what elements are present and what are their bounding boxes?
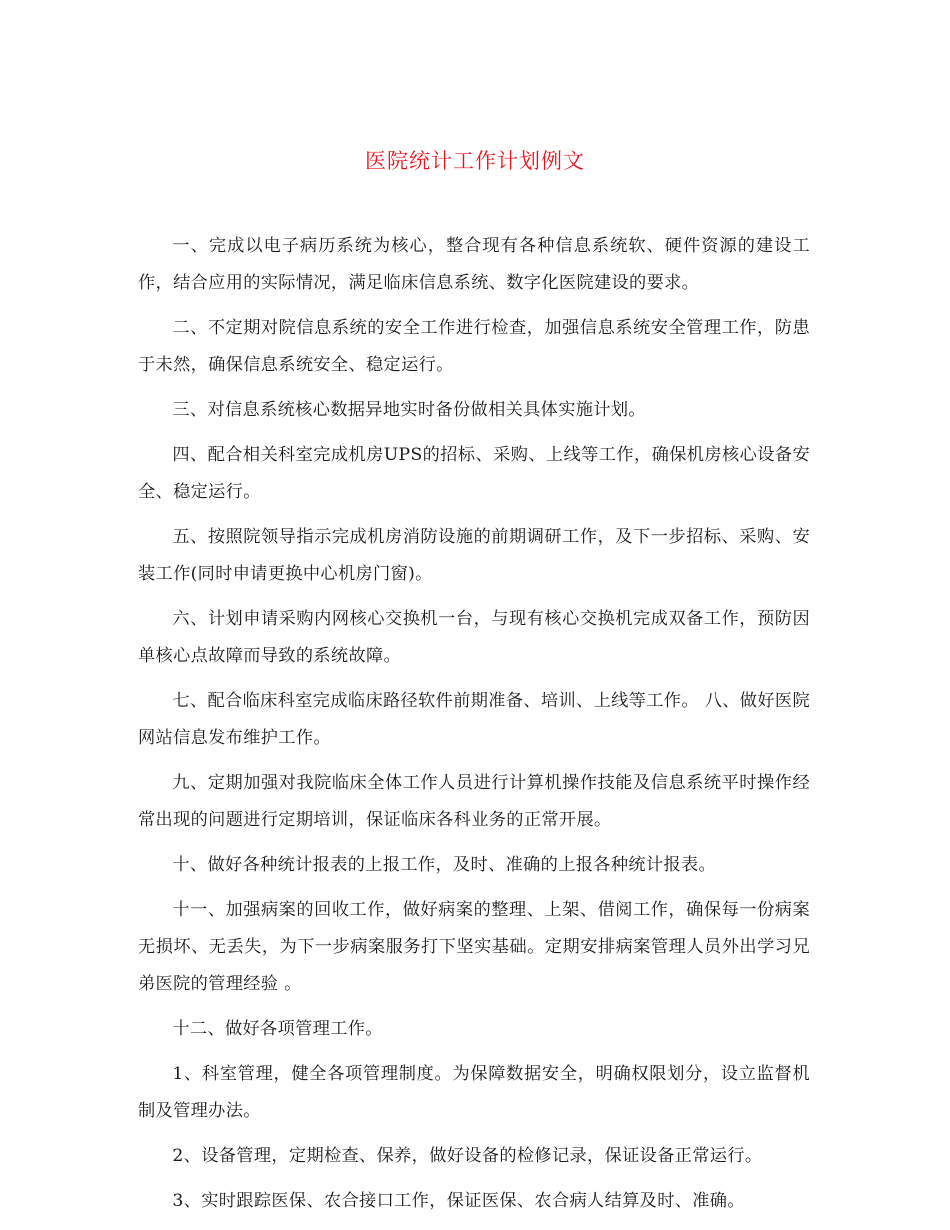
- paragraph-7: 七、配合临床科室完成临床路径软件前期准备、培训、上线等工作。 八、做好医院网站信息发布维护工作。: [138, 691, 810, 748]
- paragraph-11: 十二、做好各项管理工作。: [172, 1019, 383, 1039]
- paragraph-6: 六、计划申请采购内网核心交换机一台，与现有核心交换机完成双备工作，预防因单核心点故障而导致的系统故障。: [138, 609, 810, 666]
- paragraph-3: 三、对信息系统核心数据异地实时备份做相关具体实施计划。: [172, 400, 646, 420]
- document-title: 医院统计工作计划例文: [365, 149, 585, 173]
- paragraph-14: 3、实时跟踪医保、农合接口工作，保证医保、农合病人结算及时、准确。: [172, 1191, 745, 1211]
- paragraph-4: 四、配合相关科室完成机房UPS的招标、采购、上线等工作，确保机房核心设备安全、稳定运行。: [138, 445, 810, 502]
- paragraph-9: 十、做好各种统计报表的上报工作，及时、准确的上报各种统计报表。: [172, 855, 717, 875]
- paragraph-8: 九、定期加强对我院临床全体工作人员进行计算机操作技能及信息系统平时操作经常出现的问题进行定期培训，保证临床各科业务的正常开展。: [138, 773, 810, 830]
- paragraph-1: 一、完成以电子病历系统为核心，整合现有各种信息系统软、硬件资源的建设工作，结合应用的实际情况，满足临床信息系统、数字化医院建设的要求。: [138, 236, 810, 293]
- paragraph-5: 五、按照院领导指示完成机房消防设施的前期调研工作，及下一步招标、采购、安装工作(同时申请更换中心机房门窗)。: [138, 527, 810, 584]
- paragraph-13: 2、设备管理，定期检查、保养，做好设备的检修记录，保证设备正常运行。: [172, 1146, 763, 1166]
- paragraph-12: 1、科室管理，健全各项管理制度。为保障数据安全，明确权限划分，设立监督机制及管理办法。: [138, 1064, 810, 1121]
- paragraph-2: 二、不定期对院信息系统的安全工作进行检查，加强信息系统安全管理工作，防患于未然，确保信息系统安全、稳定运行。: [138, 318, 810, 375]
- document-body: [138, 228, 810, 1228]
- paragraph-10: 十一、加强病案的回收工作，做好病案的整理、上架、借阅工作，确保每一份病案无损坏、无丢失，为下一步病案服务打下坚实基础。定期安排病案管理人员外出学习兄弟医院的管理经验 。: [138, 900, 810, 994]
